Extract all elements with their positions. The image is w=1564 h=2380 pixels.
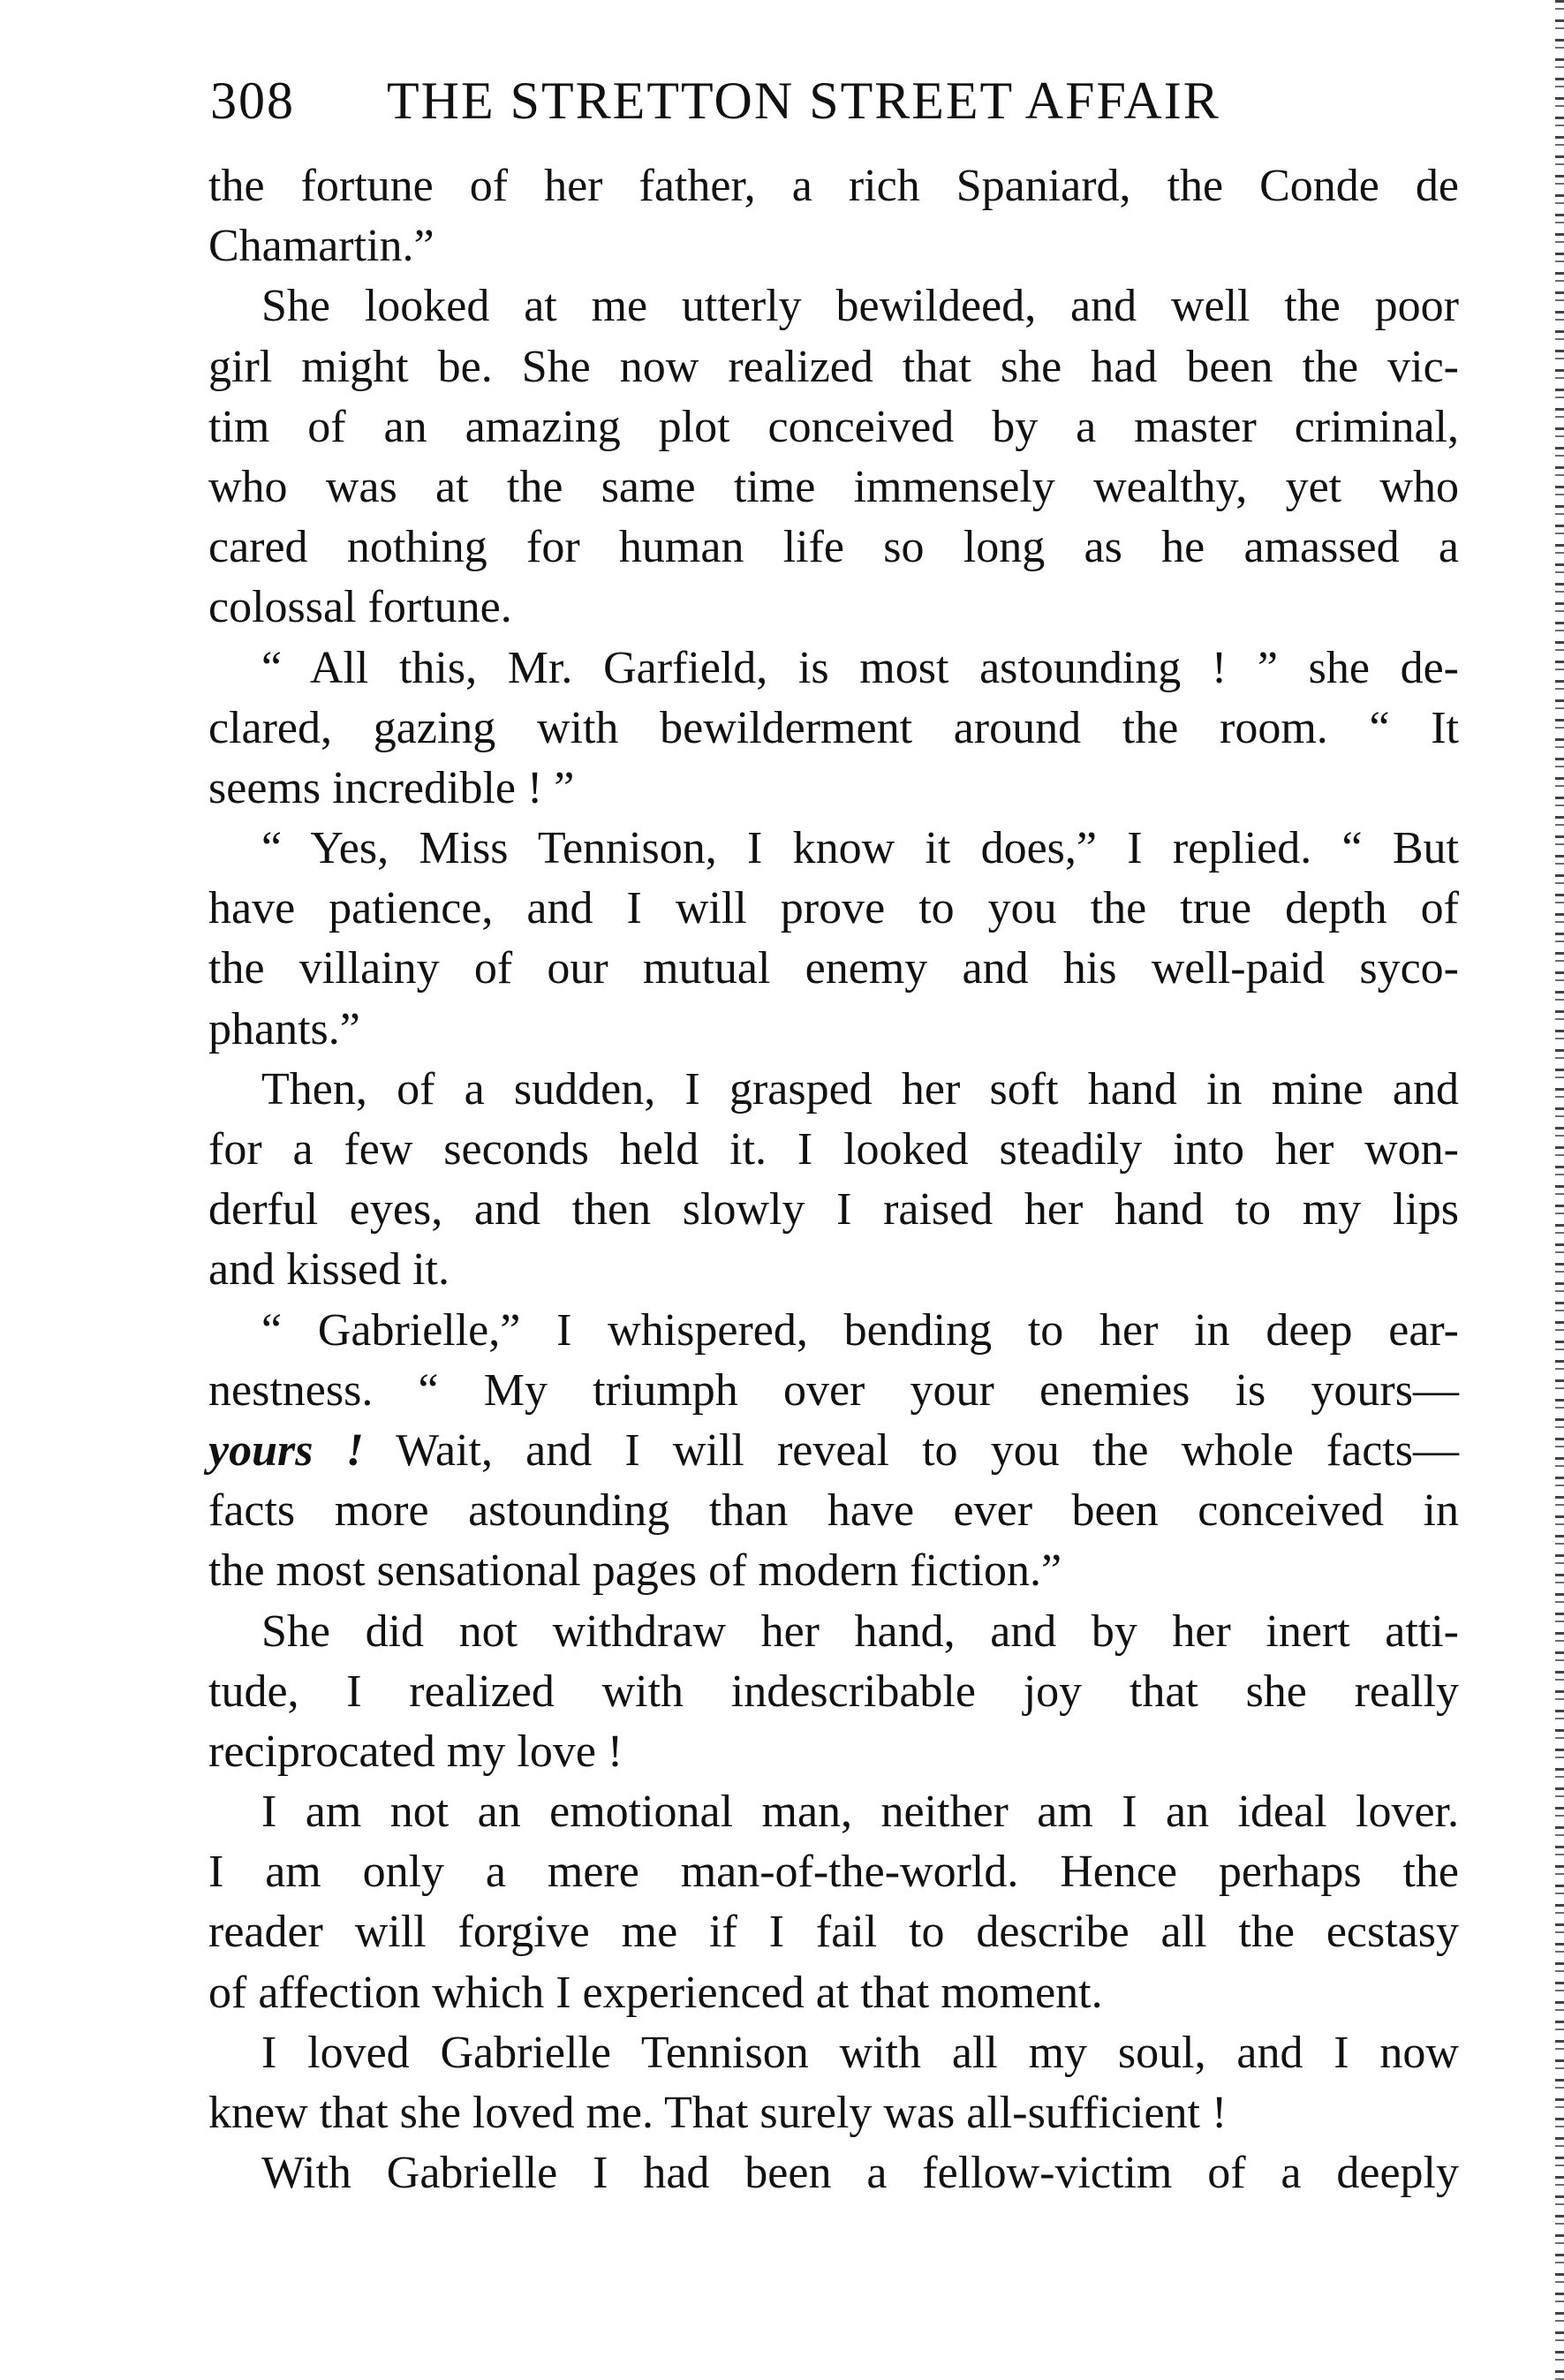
text-line: “ Yes, Miss Tennison, I know it does,” I replied. “ But: [261, 823, 1459, 874]
text-line: tude, I realized with indescribable joy that she really: [208, 1666, 1459, 1717]
text-line: I loved Gabrielle Tennison with all my soul, and I now: [261, 2027, 1459, 2078]
text-line: She looked at me utterly bewildeed, and well the poor: [261, 281, 1459, 332]
text-line: With Gabrielle I had been a fellow-victim of a deeply: [261, 2148, 1459, 2199]
text-line: of affection which I experienced at that moment.: [208, 1967, 1103, 2018]
text-line: She did not withdraw her hand, and by her inert atti-: [261, 1606, 1459, 1657]
text-line: I am only a mere man-of-the-world. Hence perhaps the: [208, 1847, 1459, 1898]
text-line: “ All this, Mr. Garfield, is most astounding ! ” she de-: [261, 642, 1459, 693]
text-run: Wait, and I will reveal to you the whole facts—: [363, 1424, 1459, 1476]
text-line: have patience, and I will prove to you the true depth of: [208, 883, 1459, 934]
running-head: [210, 65, 1464, 136]
body-text: [208, 156, 1459, 2203]
text-line: girl might be. She now realized that she had been the vic-: [208, 341, 1459, 392]
text-line: cared nothing for human life so long as he amassed a: [208, 522, 1459, 573]
text-line: and kissed it.: [208, 1244, 450, 1296]
text-line: seems incredible ! ”: [208, 762, 575, 813]
text-line: who was at the same time immensely wealthy, yet who: [208, 461, 1459, 512]
text-line: Then, of a sudden, I grasped her soft hand in mine and: [261, 1063, 1459, 1114]
text-line: nestness. “ My triumph over your enemies is yours—: [208, 1364, 1459, 1416]
text-line: knew that she loved me. That surely was all-sufficient !: [208, 2088, 1228, 2138]
text-line: the villainy of our mutual enemy and his well-paid syco-: [208, 943, 1459, 994]
text-line: facts more astounding than have ever been conceived in: [208, 1485, 1459, 1537]
scanned-page-edge: [1555, 0, 1564, 2380]
running-title: THE STRETTON STREET AFFAIR: [387, 72, 1220, 130]
text-line: reciprocated my love !: [208, 1726, 623, 1777]
text-line: the fortune of her father, a rich Spaniard, the Conde de: [208, 161, 1459, 211]
text-line: tim of an amazing plot conceived by a master criminal,: [208, 401, 1459, 452]
text-line: derful eyes, and then slowly I raised her hand to my lips: [208, 1184, 1459, 1235]
text-line: [208, 1421, 1459, 1481]
text-line: reader will forgive me if I fail to describe all the ecstasy: [208, 1907, 1459, 1958]
italic-emphasis: yours !: [208, 1424, 364, 1476]
text-line: colossal fortune.: [208, 582, 512, 633]
text-line: phants.”: [208, 1003, 360, 1054]
text-line: for a few seconds held it. I looked steadily into her won-: [208, 1124, 1459, 1175]
text-line: Chamartin.”: [208, 221, 434, 272]
text-line: the most sensational pages of modern fiction.”: [208, 1545, 1062, 1597]
text-line: clared, gazing with bewilderment around the room. “ It: [208, 702, 1459, 753]
text-line: I am not an emotional man, neither am I an ideal lover.: [261, 1787, 1459, 1838]
text-line: “ Gabrielle,” I whispered, bending to her in deep ear-: [261, 1304, 1459, 1356]
page-number: 308: [210, 72, 295, 130]
